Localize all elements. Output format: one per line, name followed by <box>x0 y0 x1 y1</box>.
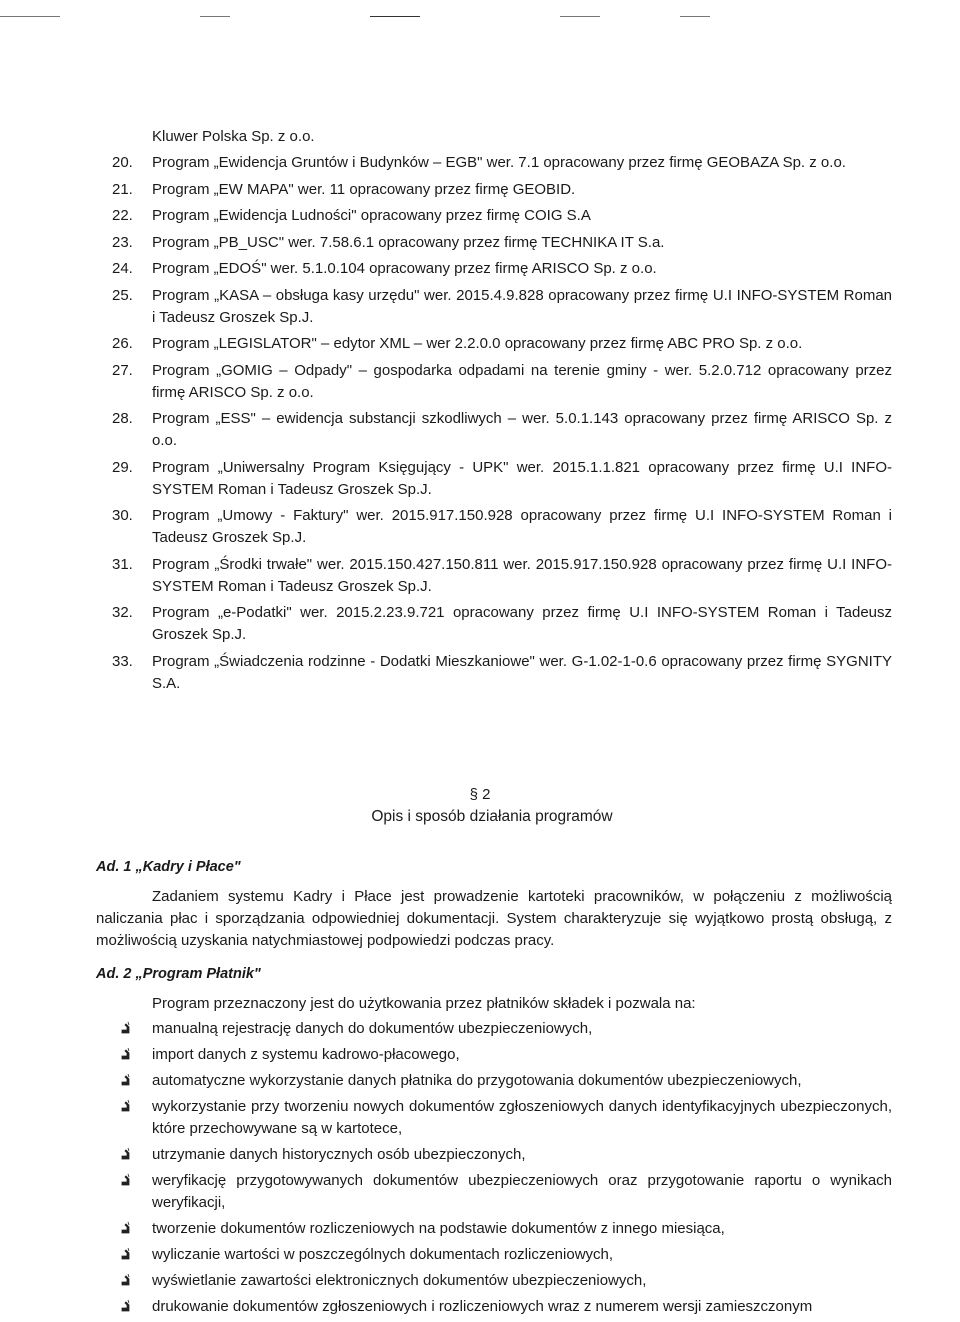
feature-text: manualną rejestrację danych do dokumentów ubezpieczeniowych, <box>152 1020 593 1037</box>
feature-text: wyliczanie wartości w poszczególnych dokumentach rozliczeniowych, <box>152 1246 614 1263</box>
program-text: Program „PB_USC" wer. 7.58.6.1 opracowany przez firmę TECHNIKA IT S.a. <box>152 233 665 251</box>
program-item <box>112 360 892 404</box>
program-number: 29. <box>112 458 133 476</box>
hand-bullet-icon <box>120 1144 152 1166</box>
hand-bullet-icon <box>120 1018 152 1040</box>
feature-item <box>120 1096 892 1140</box>
hand-bullet-icon <box>120 1244 152 1266</box>
feature-text: tworzenie dokumentów rozliczeniowych na podstawie dokumentów z innego miesiąca, <box>152 1220 725 1237</box>
program-number: 28. <box>112 410 133 427</box>
program-text: Program „Świadczenia rodzinne - Dodatki Mieszkaniowe" wer. G-1.02-1-0.6 opracowany przez firmę SYGNITY S.A. <box>152 652 892 692</box>
feature-item <box>120 1144 892 1166</box>
ad2-intro: Program przeznaczony jest do użytkowania przez płatników składek i pozwala na: <box>152 995 696 1012</box>
feature-list <box>120 1018 892 1322</box>
feature-item <box>120 1170 892 1214</box>
feature-text: utrzymanie danych historycznych osób ubezpieczonych, <box>152 1146 526 1163</box>
program-item <box>112 651 892 695</box>
program-number: 30. <box>112 507 133 524</box>
program-number: 25. <box>112 286 133 304</box>
program-text: Program „GOMIG – Odpady" – gospodarka odpadami na terenie gminy - wer. 5.2.0.712 opracowany przez firmę ARISCO Sp. z o.o. <box>152 361 892 401</box>
continuation-line: Kluwer Polska Sp. z o.o. <box>152 128 315 145</box>
program-text: Program „Uniwersalny Program Księgujący - UPK" wer. 2015.1.1.821 opracowany przez firmę U.I INFO-SYSTEM Roman i Tadeusz Groszek Sp.J. <box>152 458 892 498</box>
program-number: 32. <box>112 604 133 621</box>
program-item <box>112 554 892 598</box>
program-text: Program „EDOŚ" wer. 5.1.0.104 opracowany przez firmę ARISCO Sp. z o.o. <box>152 260 657 277</box>
scan-artifact-line <box>0 14 960 20</box>
program-number: 23. <box>112 233 133 251</box>
hand-bullet-icon <box>120 1270 152 1292</box>
program-text: Program „Umowy - Faktury" wer. 2015.917.150.928 opracowany przez firmę U.I INFO-SYSTEM Roman i Tadeusz Groszek Sp.J. <box>152 507 892 546</box>
program-number: 22. <box>112 207 133 224</box>
program-item <box>112 179 892 201</box>
feature-item <box>120 1296 892 1318</box>
feature-item <box>120 1070 892 1092</box>
hand-bullet-icon <box>120 1044 152 1066</box>
program-item <box>112 285 892 329</box>
section-title: Opis i sposób działania programów <box>371 808 613 825</box>
feature-text: drukowanie dokumentów zgłoszeniowych i rozliczeniowych wraz z numerem wersji zamieszczonym <box>152 1298 813 1315</box>
program-item <box>112 602 892 646</box>
program-text: Program „Ewidencja Ludności" opracowany przez firmę COIG S.A <box>152 207 591 224</box>
program-item <box>112 232 892 254</box>
hand-bullet-icon <box>120 1170 152 1214</box>
program-item <box>112 457 892 501</box>
program-text: Program „EW MAPA" wer. 11 opracowany przez firmę GEOBID. <box>152 180 576 198</box>
ad1-paragraph: Zadaniem systemu Kadry i Płace jest prowadzenie kartoteki pracowników, w połączeniu z możliwością naliczania płac i sporządzania odpowiedniej dokumentacji. System charakteryzuje się wyjątkowo prostą obsługą, z możliwością uzyskania natychmiastowej podpowiedzi podczas pracy. <box>96 888 892 949</box>
hand-bullet-icon <box>120 1070 152 1092</box>
feature-text: wykorzystanie przy tworzeniu nowych dokumentów zgłoszeniowych danych identyfikacyjnych ubezpieczonych, które przechowywane są w kartotece, <box>152 1098 892 1137</box>
ad1-heading: Ad. 1 „Kadry i Płace" <box>96 859 241 875</box>
section-mark: § 2 <box>469 786 491 803</box>
feature-item <box>120 1218 892 1240</box>
feature-item <box>120 1244 892 1266</box>
program-number: 31. <box>112 555 133 573</box>
feature-item <box>120 1044 892 1066</box>
program-text: Program „ESS" – ewidencja substancji szkodliwych – wer. 5.0.1.143 opracowany przez firmę ARISCO Sp. z o.o. <box>152 410 892 449</box>
ad2-heading: Ad. 2 „Program Płatnik" <box>96 966 261 982</box>
program-item <box>112 408 892 452</box>
program-number: 26. <box>112 335 133 352</box>
feature-text: automatyczne wykorzystanie danych płatnika do przygotowania dokumentów ubezpieczeniowych, <box>152 1072 802 1089</box>
program-number: 33. <box>112 652 133 670</box>
hand-bullet-icon <box>120 1296 152 1318</box>
program-item <box>112 205 892 227</box>
program-item <box>112 258 892 280</box>
program-number: 20. <box>112 154 133 171</box>
feature-text: wyświetlanie zawartości elektronicznych dokumentów ubezpieczeniowych, <box>152 1272 647 1289</box>
hand-bullet-icon <box>120 1218 152 1240</box>
program-text: Program „Środki trwałe" wer. 2015.150.427.150.811 wer. 2015.917.150.928 opracowany przez firmę U.I INFO-SYSTEM Roman i Tadeusz Groszek Sp.J. <box>152 555 892 595</box>
program-item <box>112 152 892 174</box>
program-list <box>112 152 892 699</box>
hand-bullet-icon <box>120 1096 152 1140</box>
feature-text: weryfikację przygotowywanych dokumentów ubezpieczeniowych oraz przygotowanie raportu o wynikach weryfikacji, <box>152 1172 892 1211</box>
program-item <box>112 333 892 355</box>
feature-item <box>120 1018 892 1040</box>
feature-text: import danych z systemu kadrowo-płacowego, <box>152 1046 460 1063</box>
program-text: Program „e-Podatki" wer. 2015.2.23.9.721 opracowany przez firmę U.I INFO-SYSTEM Roman i Tadeusz Groszek Sp.J. <box>152 604 892 643</box>
feature-item <box>120 1270 892 1292</box>
program-text: Program „KASA – obsługa kasy urzędu" wer. 2015.4.9.828 opracowany przez firmę U.I INFO-SYSTEM Roman i Tadeusz Groszek Sp.J. <box>152 286 892 326</box>
program-number: 24. <box>112 260 133 277</box>
program-item <box>112 505 892 549</box>
program-number: 27. <box>112 361 133 379</box>
program-text: Program „Ewidencja Gruntów i Budynków – EGB" wer. 7.1 opracowany przez firmę GEOBAZA Sp. z o.o. <box>152 154 846 171</box>
program-number: 21. <box>112 180 133 198</box>
program-text: Program „LEGISLATOR" – edytor XML – wer 2.2.0.0 opracowany przez firmę ABC PRO Sp. z o.o. <box>152 335 803 352</box>
